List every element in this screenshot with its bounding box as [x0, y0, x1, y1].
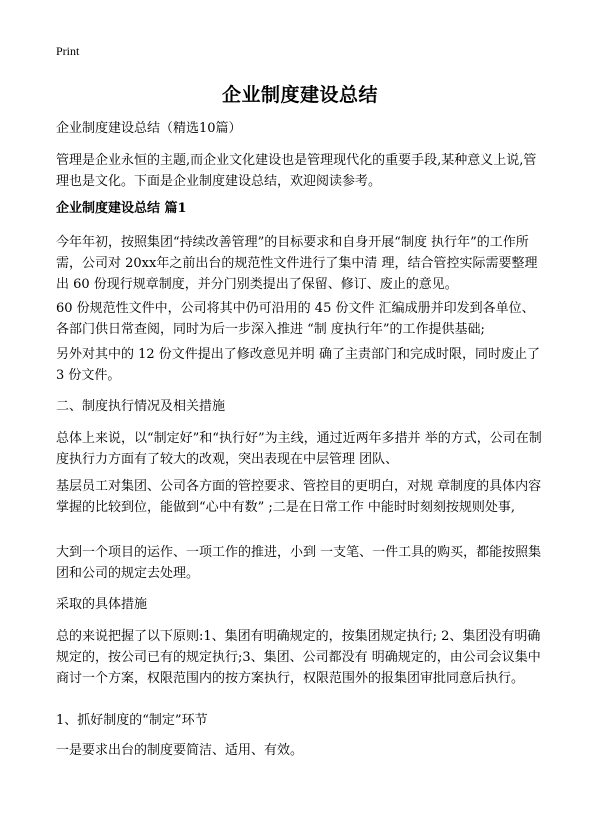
paragraph-1: 今年年初，按照集团“持续改善管理”的目标要求和自身开展“制度 执行年”的工作所需，公司对 20xx年之前出台的规范性文件进行了集中清 理，结合管控实际需要整理出 60 份现行规章制度，并分门别类提出了保留、修订、废止的意见。: [56, 235, 538, 292]
page-title: 企业制度建设总结: [221, 84, 378, 106]
print-link[interactable]: Print: [56, 44, 80, 58]
intro-paragraph: 管理是企业永恒的主题,而企业文化建设也是管理现代化的重要手段,某种意义上说,管理也是文化。下面是企业制度建设总结，欢迎阅读参考。: [56, 153, 537, 189]
heading-4: 1、抓好制度的“制定”环节: [56, 713, 208, 728]
paragraph-6: 大到一个项目的运作、一项工作的推进，小到 一支笔、一件工具的购买，都能按照集团和公司的规定去处理。: [56, 545, 542, 581]
paragraph-7: 总的来说把握了以下原则:1、集团有明确规定的，按集团规定执行; 2、集团没有明确规定的，按公司已有的规定执行;3、集团、公司都没有 明确规定的，由公司会议集中商讨一个方案，权限范围内的按方案执行，权限范围外的报集团审批同意后执行。: [56, 629, 541, 686]
paragraph-2: 60 份规范性文件中，公司将其中仍可沿用的 45 份文件 汇编成册并印发到各单位、各部门供日常查阅，同时为后一步深入推进 “制 度执行年”的工作提供基础;: [56, 301, 535, 337]
section-heading: 企业制度建设总结 篇1: [56, 201, 187, 216]
paragraph-3: 另外对其中的 12 份文件提出了修改意见并明 确了主责部门和完成时限，同时废止了 3 份文件。: [56, 347, 540, 383]
heading-2: 二、制度执行情况及相关措施: [56, 399, 226, 414]
heading-3: 采取的具体措施: [56, 597, 148, 612]
paragraph-4: 总体上来说，以“制定好”和“执行好”为主线，通过近两年多措并 举的方式，公司在制度执行力方面有了较大的改观，突出表现在中层管理 团队、: [56, 431, 542, 467]
doc-subtitle: 企业制度建设总结（精选10篇）: [56, 121, 242, 136]
paragraph-5: 基层员工对集团、公司各方面的管控要求、管控目的更明白，对规 章制度的具体内容掌握的比较到位，能做到“心中有数” ;二是在日常工作 中能时时刻刻按规则处事,: [56, 479, 542, 515]
paragraph-8: 一是要求出台的制度要简洁、适用、有效。: [56, 743, 304, 758]
